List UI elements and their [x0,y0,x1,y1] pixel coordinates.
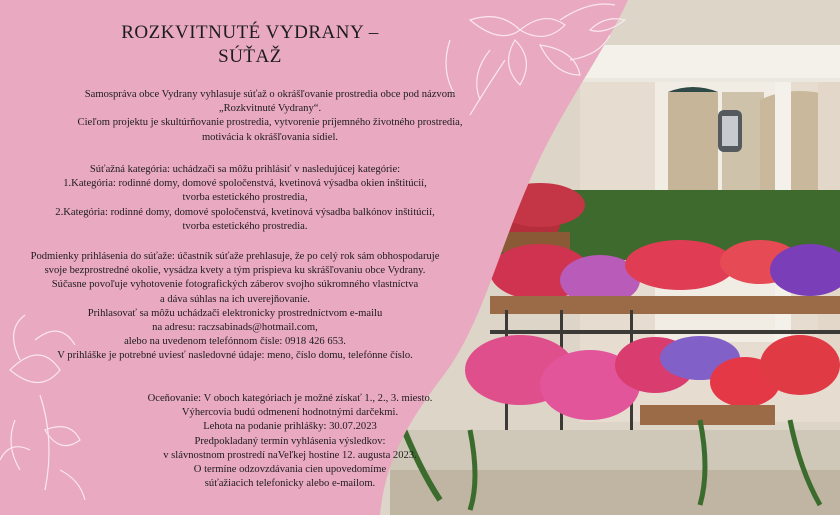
award-line: O termíne odzovzdávania cien upovedomíme [193,464,387,476]
intro-paragraph [0,88,540,145]
category-line: Súťažná kategória: uchádzači sa môžu prihlásiť v nasledujúcej kategórie: [89,164,401,175]
page-title: ROZKVITNUTÉ VYDRANY – [121,22,379,43]
page-title-second-line: SÚŤAŽ [218,46,282,67]
award-line: súťažiacich telefonicky alebo e-mailom. [204,478,376,490]
award-paragraph [120,392,460,491]
conditions-line: a dáva súhlas na ich uverejňovanie. [159,293,311,305]
conditions-line: Súčasne povoľuje vyhotovenie fotografických záberov svojho súkromného vlastníctva [51,279,419,291]
award-line: Oceňovanie: V oboch kategóriach je možné získať 1., 2., 3. miesto. [147,393,433,404]
conditions-line: Prihlasovať sa môžu uchádzači elektronicky prostredníctvom e-mailu [87,307,383,319]
deadline-line: Lehota na podanie prihlášky: 30.07.2023 [203,421,377,433]
intro-line: Cieľom projektu je skultúrňovanie prostredia, vytvorenie príjemného životného prostredia, [77,117,463,129]
phone-line: alebo na uvedenom telefónnom čísle: 0918 426 653. [124,336,346,348]
email-line: na adresu: raczsabinads@hotmail.com, [152,322,318,334]
award-line: Predpokladaný termín vyhlásenia výsledkov: [194,435,386,447]
intro-line: Samospráva obce Vydrany vyhlasuje súťaž o okrášľovanie prostredia obce pod názvom [84,89,456,100]
conditions-paragraph [0,250,470,364]
category-line: 1.Kategória: rodinné domy, domové spoločenstvá, kvetinová výsadba okien inštitúcií, [63,178,427,190]
conditions-line: V prihláške je potrebné uviesť nasledovné údaje: meno, číslo domu, telefónne číslo. [57,350,413,362]
conditions-line: Podmienky prihlásenia do súťaže: účastník súťaže prehlasuje, že po celý rok sám obhospodaruje [30,251,440,262]
award-line: v slávnostnom prostredí naVeľkej hostine 12. augusta 2023. [163,449,417,461]
category-paragraph [0,163,490,234]
category-line: tvorba estetického prostredia, [182,192,308,204]
intro-line: „Rozkvitnuté Vydrany“. [218,103,322,115]
category-line: tvorba estetického prostredia. [182,220,308,232]
category-line: 2.Kategória: rodinné domy, domové spoločenstvá, kvetinová výsadba balkónov inštitúcií, [55,206,435,218]
award-line: Výhercovia budú odmenení hodnotnými darčekmi. [181,407,399,419]
intro-line: motivácia k okrášľovania sídiel. [201,131,339,143]
conditions-line: svoje bezprostredné okolie, vysádza kvety a tým prispieva ku skrášľovaniu obce Vydrany. [44,265,426,277]
